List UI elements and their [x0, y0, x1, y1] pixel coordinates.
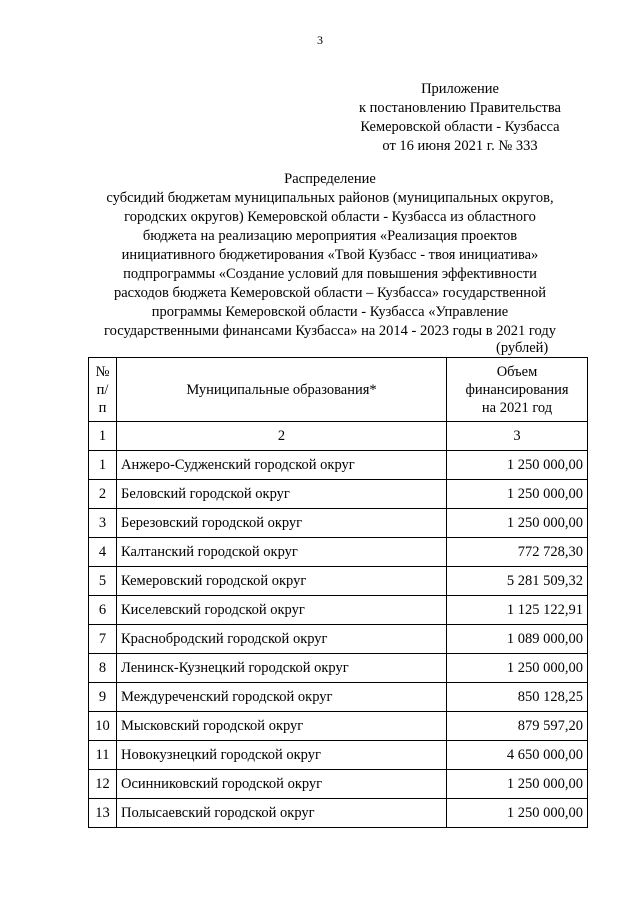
row-number: 3: [89, 509, 117, 538]
row-number: 1: [89, 451, 117, 480]
municipality-name: Киселевский городской округ: [117, 596, 447, 625]
header-name: Муниципальные образования*: [117, 358, 447, 422]
funding-amount: 1 250 000,00: [447, 654, 588, 683]
municipality-name: Беловский городской округ: [117, 480, 447, 509]
table-row: [89, 451, 588, 480]
row-number: 11: [89, 741, 117, 770]
municipality-name: Березовский городской округ: [117, 509, 447, 538]
column-number: 3: [447, 422, 588, 451]
header-num-line: №: [95, 363, 110, 380]
header-amount-line: на 2021 год: [481, 399, 553, 416]
funding-amount: 5 281 509,32: [447, 567, 588, 596]
table-row: [89, 741, 588, 770]
table-row: [89, 509, 588, 538]
row-number: 9: [89, 683, 117, 712]
row-number: 5: [89, 567, 117, 596]
title-line: подпрограммы «Создание условий для повышения эффективности: [123, 266, 537, 282]
table-row: [89, 567, 588, 596]
title-line: программы Кемеровской области - Кузбасса «Управление: [151, 304, 509, 320]
row-number: 6: [89, 596, 117, 625]
document-title: [60, 170, 600, 341]
header-num: [89, 358, 117, 422]
page-number: 3: [317, 33, 323, 47]
table-row: [89, 799, 588, 828]
title-line: государственными финансами Кузбасса» на 2014 - 2023 годы в 2021 году: [104, 323, 556, 339]
appendix-line: к постановлению Правительства: [359, 100, 561, 116]
municipality-name: Ленинск-Кузнецкий городской округ: [117, 654, 447, 683]
header-amount-line: Объем: [496, 363, 538, 380]
table-row: [89, 712, 588, 741]
appendix-line: Приложение: [421, 81, 499, 97]
table-header-row: [89, 358, 588, 422]
funding-amount: 1 250 000,00: [447, 509, 588, 538]
funding-amount: 1 089 000,00: [447, 625, 588, 654]
funding-amount: 850 128,25: [447, 683, 588, 712]
appendix-line: Кемеровской области - Кузбасса: [360, 119, 560, 135]
units-label: (рублей): [496, 340, 549, 356]
municipality-name: Кемеровский городской округ: [117, 567, 447, 596]
row-number: 12: [89, 770, 117, 799]
title-line: расходов бюджета Кемеровской области – Кузбасса» государственной: [113, 285, 547, 301]
header-num-line: п/п: [96, 381, 109, 416]
table-row: [89, 480, 588, 509]
funding-amount: 1 250 000,00: [447, 799, 588, 828]
header-amount: [447, 358, 588, 422]
funding-amount: 1 250 000,00: [447, 480, 588, 509]
funding-amount: 772 728,30: [447, 538, 588, 567]
table-row: [89, 625, 588, 654]
table-row: [89, 770, 588, 799]
title-line: бюджета на реализацию мероприятия «Реализация проектов: [142, 228, 518, 244]
column-number: 2: [117, 422, 447, 451]
table-row: [89, 683, 588, 712]
title-line: субсидий бюджетам муниципальных районов (муниципальных округов,: [106, 190, 554, 206]
row-number: 7: [89, 625, 117, 654]
row-number: 10: [89, 712, 117, 741]
municipality-name: Анжеро-Судженский городской округ: [117, 451, 447, 480]
funding-amount: 1 125 122,91: [447, 596, 588, 625]
row-number: 8: [89, 654, 117, 683]
funding-amount: 1 250 000,00: [447, 770, 588, 799]
title-heading: Распределение: [284, 171, 376, 187]
funding-amount: 1 250 000,00: [447, 451, 588, 480]
table-row: [89, 654, 588, 683]
title-line: городских округов) Кемеровской области - Кузбасса из областного: [124, 209, 536, 225]
row-number: 4: [89, 538, 117, 567]
municipality-name: Междуреченский городской округ: [117, 683, 447, 712]
column-number: 1: [89, 422, 117, 451]
appendix-block: [340, 80, 580, 156]
row-number: 2: [89, 480, 117, 509]
funding-amount: 879 597,20: [447, 712, 588, 741]
municipality-name: Осинниковский городской округ: [117, 770, 447, 799]
row-number: 13: [89, 799, 117, 828]
municipality-name: Краснобродский городской округ: [117, 625, 447, 654]
table-row: [89, 538, 588, 567]
subsidy-table: [88, 357, 588, 828]
municipality-name: Новокузнецкий городской округ: [117, 741, 447, 770]
municipality-name: Калтанский городской округ: [117, 538, 447, 567]
municipality-name: Мысковский городской округ: [117, 712, 447, 741]
funding-amount: 4 650 000,00: [447, 741, 588, 770]
appendix-line: от 16 июня 2021 г. № 333: [382, 138, 538, 154]
table-row: [89, 596, 588, 625]
municipality-name: Полысаевский городской округ: [117, 799, 447, 828]
header-amount-line: финансирования: [465, 381, 569, 398]
title-line: инициативного бюджетирования «Твой Кузбасс - твоя инициатива»: [121, 247, 539, 263]
column-number-row: [89, 422, 588, 451]
